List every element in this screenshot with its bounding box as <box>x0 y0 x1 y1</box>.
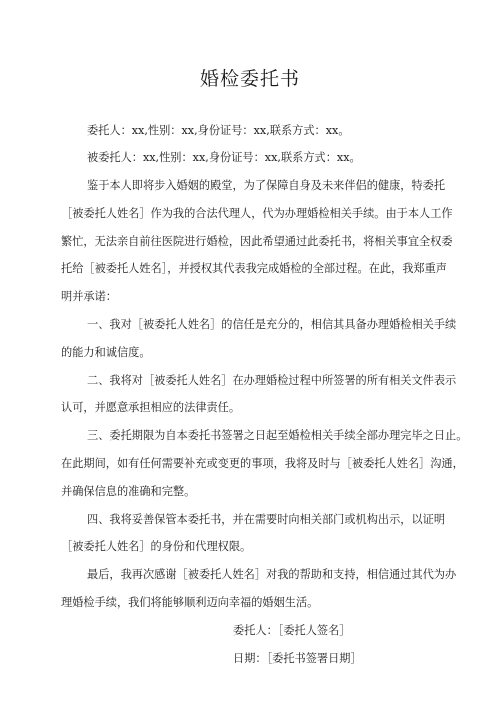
date-line: 日期：［委托书签署日期］ <box>233 652 362 665</box>
paragraph-line: 一、我对［被委托人姓名］的信任是充分的，相信其具备办理婚检相关手续 <box>87 318 457 331</box>
principal-info-line: 委托人：xx,性别：xx,身份证号：xx,联系方式：xx。 <box>87 124 350 137</box>
paragraph-line: 三、委托期限为自本委托书签署之日起至婚检相关手续全部办理完毕之日止。 <box>87 429 468 442</box>
paragraph-line: 的能力和诚信度。 <box>61 346 151 359</box>
paragraph-line: 认可，并愿意承担相应的法律责任。 <box>61 401 241 414</box>
paragraph-line: 并确保信息的准确和完整。 <box>61 485 196 498</box>
paragraph-line: 理婚检手续，我们将能够顺利迈向幸福的婚姻生活。 <box>61 596 319 609</box>
paragraph-line: 托给［被委托人姓名］，并授权其代表我完成婚检的全部过程。在此，我郑重声 <box>61 262 447 275</box>
paragraph-line: 二、我将对［被委托人姓名］在办理婚检过程中所签署的所有相关文件表示 <box>87 374 457 387</box>
paragraph-line: 明并承诺： <box>61 290 117 303</box>
paragraph-line: 鉴于本人即将步入婚姻的殿堂，为了保障自身及未来伴侣的健康，特委托 <box>87 179 446 192</box>
paragraph-line: 最后，我再次感谢［被委托人姓名］对我的帮助和支持，相信通过其代为办 <box>87 568 457 581</box>
agent-info-line: 被委托人：xx,性别：xx,身份证号：xx,联系方式：xx。 <box>87 151 361 164</box>
paragraph-line: ［被委托人姓名］作为我的合法代理人，代为办理婚检相关手续。由于本人工作 <box>61 207 453 220</box>
signature-line: 委托人：［委托人签名］ <box>233 624 351 637</box>
paragraph-line: 四、我将妥善保管本委托书，并在需要时向相关部门或机构出示，以证明 <box>87 513 446 526</box>
paragraph-line: ［被委托人姓名］的身份和代理权限。 <box>61 540 252 553</box>
paragraph-line: 繁忙，无法亲自前往医院进行婚检，因此希望通过此委托书，将相关事宜全权委 <box>61 235 453 248</box>
paragraph-line: 在此期间，如有任何需要补充或变更的事项，我将及时与［被委托人姓名］沟通， <box>61 457 464 470</box>
page-title: 婚检委托书 <box>199 68 300 90</box>
